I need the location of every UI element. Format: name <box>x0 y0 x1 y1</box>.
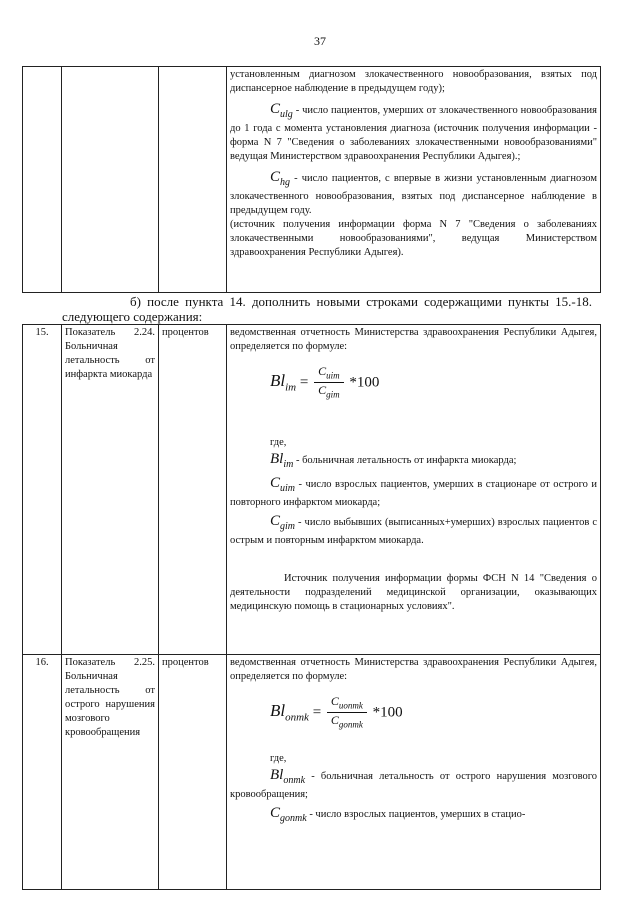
top-cell-num <box>23 67 62 293</box>
top-cell-description <box>227 67 601 293</box>
definition-1: $Bl_{onmk}$ - больничная летальность от острого нарушения мозгового кровообращения; <box>230 767 597 800</box>
method-intro: ведомственная отчетность Министерства здравоохранения Республики Адыгея, определяется по формуле: <box>230 327 597 352</box>
definition-1: $Bl_{im}$ - больничная летальность от инфаркта миокарда; <box>270 451 517 470</box>
indicator-name: Показатель 2.24. Больничная летальность от инфаркта миокарда <box>62 325 159 655</box>
row-number: 15. <box>23 325 62 655</box>
top-paragraph-1: установленным диагнозом злокачественного новообразования, взятых под диспансерное наблюдение в предыдущем году); <box>230 69 597 94</box>
chg-symbol: $C_{hg}$ <box>270 169 291 188</box>
formula: $Bl_{onmk}$ = $\frac{C_{uonmk}}{C_{gonmk}}$ *100 <box>270 694 403 730</box>
chg-definition <box>230 170 597 218</box>
formula: $Bl_{im}$ = $\frac{C_{uim}}{C_{gim}}$ *100 <box>270 364 380 400</box>
source-note: Источник получения информации формы ФСН N 14 "Сведения о деятельности подразделений медицинской организации, оказывающих медицинскую помощь в стационарных условиях". <box>230 573 597 612</box>
where-label: где, <box>270 437 287 448</box>
chg-description: - число пациентов, с впервые в жизни установленным диагнозом злокачественного новообразования, взятых под диспансерное наблюдение в предыдущем году. <box>230 173 597 216</box>
row-number: 16. <box>23 655 62 890</box>
table-row <box>23 655 601 890</box>
page-number: 37 <box>314 34 326 48</box>
top-cell-unit <box>159 67 227 293</box>
table-row <box>23 325 601 655</box>
definition-2: $C_{gonmk}$ - число взрослых пациентов, умерших в стацио- <box>270 805 526 824</box>
indicator-method <box>227 325 601 655</box>
culg-description: - число пациентов, умерших от злокачественного новообразования до 1 года с момента установления диагноза (источник получения информации - форма N 7 "Сведения о заболеваниях злокачественными новообразованиями" ведущая Министерством здравоохранения Республики Адыгея).; <box>230 105 597 162</box>
unit: процентов <box>159 655 227 890</box>
insertion-caption: б) после пункта 14. дополнить новыми строками содержащими пункты 15.-18. следующего содержания: <box>62 294 592 324</box>
chg-source: (источник получения информации форма N 7 "Сведения о заболеваниях злокачественными новообразованиями", ведущая Министерством здравоохранения Республики Адыгея). <box>230 219 597 258</box>
indicator-name: Показатель 2.25. Больничная летальность от острого нарушения мозгового кровообращения <box>62 655 159 890</box>
top-table <box>22 66 601 293</box>
unit: процентов <box>159 325 227 655</box>
definition-3: $C_{gim}$ - число выбывших (выписанных+умерших) взрослых пациентов с острым и повторным инфарктом миокарда. <box>230 513 597 546</box>
indicator-method <box>227 655 601 890</box>
top-cell-name <box>62 67 159 293</box>
where-label: где, <box>270 753 287 764</box>
definition-2: $C_{uim}$ - число взрослых пациентов, умерших в стационаре от острого и повторного инфарктом миокарда; <box>230 475 597 508</box>
culg-symbol: $C_{ulg}$ <box>270 101 293 120</box>
indicators-table <box>22 324 601 890</box>
culg-definition <box>230 102 597 164</box>
method-intro: ведомственная отчетность Министерства здравоохранения Республики Адыгея, определяется по формуле: <box>230 657 597 682</box>
